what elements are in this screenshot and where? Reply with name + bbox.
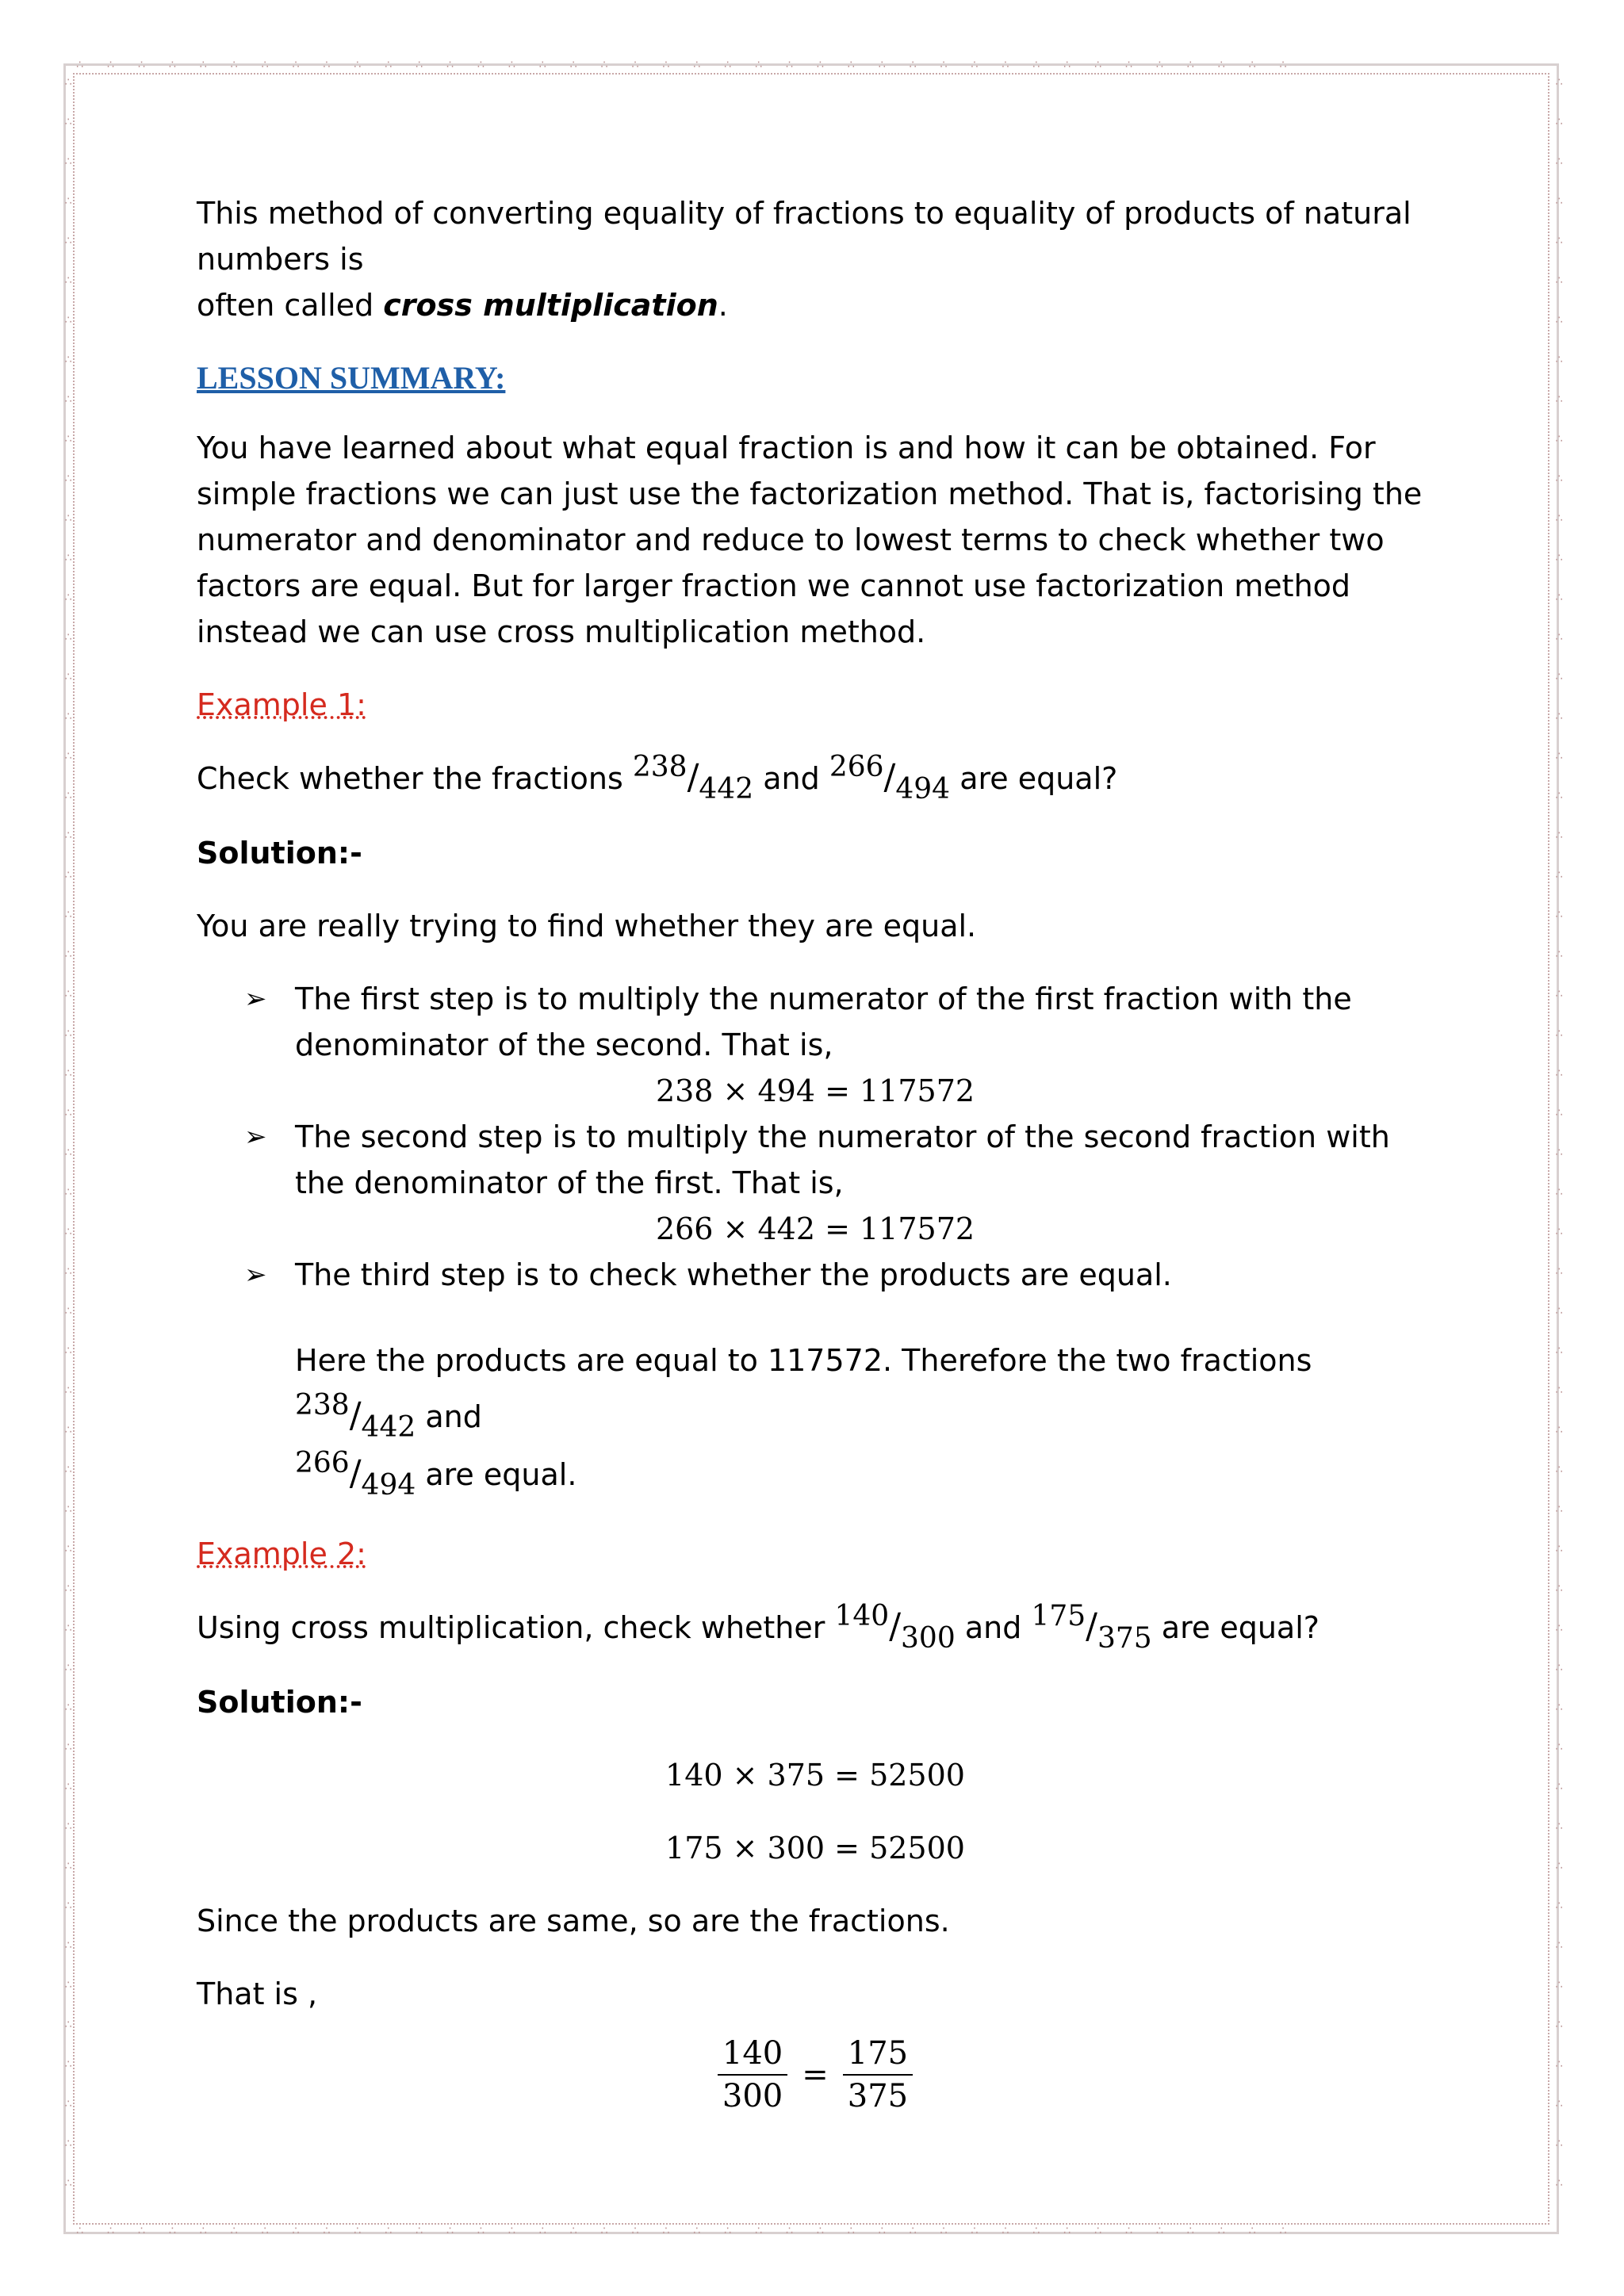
example1-question-pre: Check whether the fractions <box>197 761 633 796</box>
example2-that-is: That is , <box>197 1976 318 2011</box>
example1-steps-list <box>197 976 1434 1298</box>
step3-text: The third step is to check whether the products are equal. <box>295 1257 1172 1292</box>
border-ornament-top: ∴∴∴∴∴∴∴∴∴∴∴∴∴∴∴∴∴∴∴∴∴∴∴∴∴∴∴∴∴∴∴∴∴∴∴∴∴∴∴∴ <box>76 59 1311 71</box>
fraction-denominator: 375 <box>847 2078 909 2114</box>
lesson-summary-heading: LESSON SUMMARY: <box>197 360 506 396</box>
equals-sign: = <box>802 2057 829 2093</box>
fraction-numerator: 140 <box>718 2033 787 2076</box>
fraction-numerator: 175 <box>843 2033 913 2076</box>
step1-equation: 238 × 494 = 117572 <box>655 1073 975 1108</box>
intro-paragraph <box>197 190 1434 328</box>
example2-since: Since the products are same, so are the fractions. <box>197 1904 950 1938</box>
example2-question-pre: Using cross multiplication, check whether <box>197 1610 835 1645</box>
example2-and: and <box>964 1610 1022 1645</box>
list-item <box>244 1252 1434 1298</box>
conclusion-fraction-1: 238/442 <box>295 1389 416 1444</box>
example1-intro: You are really trying to find whether they are equal. <box>197 909 977 943</box>
border-ornament-left: ∴∴∴∴∴∴∴∴∴∴∴∴∴∴∴∴∴∴∴∴∴∴∴∴∴∴∴∴∴∴∴∴∴∴∴∴∴∴∴∴∴∴∴∴∴∴∴∴∴∴∴∴∴∴ <box>62 76 75 2217</box>
example1-question <box>197 751 1434 806</box>
border-ornament-bottom: ∴∴∴∴∴∴∴∴∴∴∴∴∴∴∴∴∴∴∴∴∴∴∴∴∴∴∴∴∴∴∴∴∴∴∴∴∴∴∴∴ <box>76 2225 1311 2237</box>
conclusion-fraction-2: 266/494 <box>295 1447 416 1502</box>
border-ornament-right: ∴∴∴∴∴∴∴∴∴∴∴∴∴∴∴∴∴∴∴∴∴∴∴∴∴∴∴∴∴∴∴∴∴∴∴∴∴∴∴∴∴∴∴∴∴∴∴∴∴∴∴∴∴∴ <box>1553 76 1565 2217</box>
fraction-denominator: 300 <box>901 1622 956 1655</box>
conclusion-pre: Here the products are equal to 117572. Therefore the two fractions <box>295 1343 1312 1378</box>
lesson-summary-text: You have learned about what equal fraction is and how it can be obtained. For simple fractions we can just use the factorization method. That is, factorising the numerator and denominator and reduce to lowest terms to check whether two factors are equal. But for larger fraction we cannot use factorization method instead we can use cross multiplication method. <box>197 430 1423 649</box>
example1-fraction-1: 238/442 <box>632 751 754 806</box>
conclusion-and: and <box>425 1399 482 1434</box>
intro-line2-post: . <box>718 288 728 323</box>
example2-label: Example 2: <box>197 1536 366 1571</box>
example1-solution-label: Solution:- <box>197 836 362 871</box>
fraction-denominator: 494 <box>361 1469 416 1502</box>
fraction-numerator: 266 <box>295 1447 350 1479</box>
fraction-numerator: 266 <box>829 751 884 783</box>
example2-solution-label: Solution:- <box>197 1685 362 1720</box>
list-item <box>244 1114 1434 1252</box>
fraction-denominator: 442 <box>699 773 754 806</box>
fraction-denominator: 375 <box>1097 1622 1152 1655</box>
intro-line2-pre: often called <box>197 288 384 323</box>
step1-text: The first step is to multiply the numerator of the first fraction with the denominator of the second. That is, <box>295 982 1352 1062</box>
step2-equation: 266 × 442 = 117572 <box>655 1211 975 1246</box>
fraction-denominator: 300 <box>722 2078 783 2114</box>
example1-label: Example 1: <box>197 687 366 722</box>
example2-question-post: are equal? <box>1161 1610 1320 1645</box>
fraction-numerator: 238 <box>632 751 688 783</box>
list-item <box>244 976 1434 1114</box>
step2-text: The second step is to multiply the numerator of the second fraction with the denominator of the first. That is, <box>295 1119 1390 1200</box>
example2-equation-2: 175 × 300 = 52500 <box>665 1831 965 1866</box>
example2-equation-1: 140 × 375 = 52500 <box>665 1758 965 1793</box>
example1-and: and <box>763 761 820 796</box>
example1-conclusion <box>197 1333 1434 1504</box>
fraction-numerator: 175 <box>1031 1600 1086 1632</box>
cross-multiplication-term: cross multiplication <box>383 288 718 323</box>
final-fraction-equation <box>197 2033 1434 2117</box>
fraction-denominator: 494 <box>895 773 951 806</box>
example1-question-post: are equal? <box>959 761 1118 796</box>
arrow-bullet-icon: ➢ <box>244 983 267 1015</box>
arrow-bullet-icon: ➢ <box>244 1259 267 1291</box>
intro-line1: This method of converting equality of fractions to equality of products of natural numbers is <box>197 196 1411 277</box>
example2-fraction-2: 175/375 <box>1031 1600 1152 1655</box>
final-fraction-left <box>718 2033 787 2117</box>
page-content <box>197 190 1434 2117</box>
final-fraction-right <box>843 2033 913 2117</box>
fraction-denominator: 442 <box>361 1411 416 1444</box>
fraction-numerator: 140 <box>834 1600 890 1632</box>
fraction-numerator: 238 <box>295 1389 350 1422</box>
example2-question <box>197 1600 1434 1655</box>
conclusion-post: are equal. <box>425 1457 577 1492</box>
arrow-bullet-icon: ➢ <box>244 1121 267 1153</box>
example2-fraction-1: 140/300 <box>834 1600 956 1655</box>
example1-fraction-2: 266/494 <box>829 751 951 806</box>
